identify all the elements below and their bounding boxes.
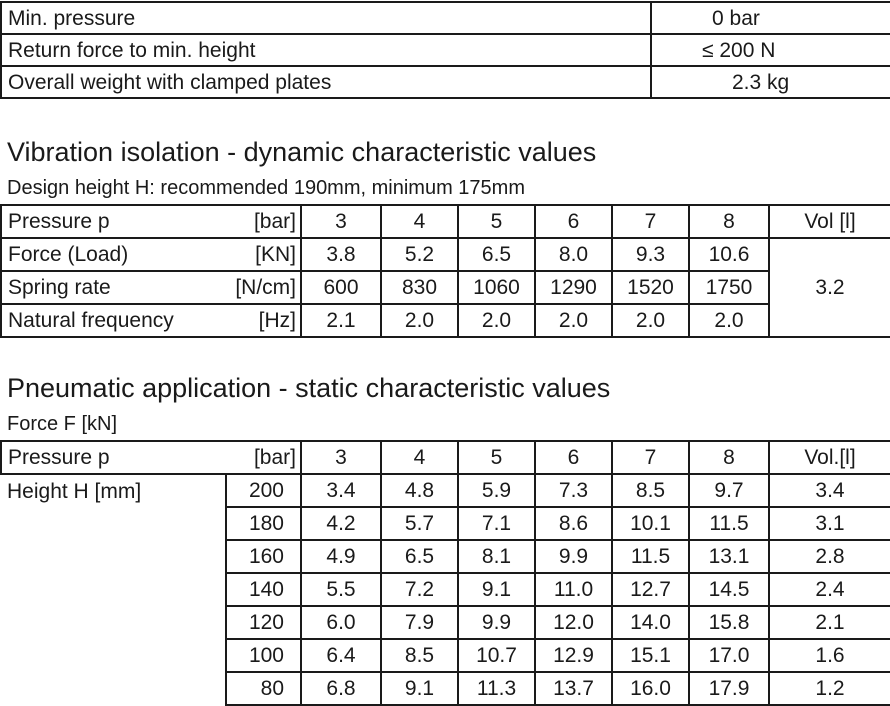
table-cell: 16.0	[612, 672, 689, 705]
table-cell: 4.8	[381, 474, 458, 507]
height-value: 180	[226, 507, 301, 540]
table-cell: 7.3	[535, 474, 612, 507]
table-cell: 6.5	[381, 540, 458, 573]
pressure-col: 8	[689, 205, 769, 238]
row-label: Spring rate	[1, 271, 226, 304]
table-cell: 7.1	[458, 507, 535, 540]
volume-value: 3.1	[769, 507, 890, 540]
pressure-unit: [bar]	[226, 205, 301, 238]
table-cell: 10.6	[689, 238, 769, 271]
height-label-blank	[1, 507, 226, 540]
height-label-blank	[1, 672, 226, 705]
table-cell: 12.9	[535, 639, 612, 672]
vibration-table	[0, 204, 890, 338]
table-cell: 2.0	[535, 304, 612, 337]
table-cell: 12.0	[535, 606, 612, 639]
table-cell: 3.8	[301, 238, 381, 271]
table-cell: 5.9	[458, 474, 535, 507]
table-cell: 9.7	[689, 474, 769, 507]
table-cell: 9.3	[612, 238, 689, 271]
spec-label: Overall weight with clamped plates	[1, 66, 651, 98]
row-label: Force (Load)	[1, 238, 226, 271]
pressure-col: 5	[458, 441, 535, 474]
spec-value: 0 bar	[651, 2, 890, 34]
pneumatic-section-title: Pneumatic application - static characteristic values	[7, 373, 611, 403]
volume-value: 3.2	[769, 238, 890, 337]
table-cell: 3.4	[301, 474, 381, 507]
table-cell: 11.5	[612, 540, 689, 573]
volume-value: 1.2	[769, 672, 890, 705]
height-value: 140	[226, 573, 301, 606]
table-cell: 7.9	[381, 606, 458, 639]
table-cell: 2.0	[458, 304, 535, 337]
height-row	[1, 672, 890, 705]
pneumatic-table-body	[1, 441, 890, 705]
height-value: 200	[226, 474, 301, 507]
height-row	[1, 606, 890, 639]
table-cell: 830	[381, 271, 458, 304]
pressure-label: Pressure p	[1, 205, 226, 238]
pressure-col: 7	[612, 205, 689, 238]
height-value: 120	[226, 606, 301, 639]
table-cell: 12.7	[612, 573, 689, 606]
table-cell: 1290	[535, 271, 612, 304]
table-cell: 1750	[689, 271, 769, 304]
pressure-col: 7	[612, 441, 689, 474]
height-label-blank	[1, 540, 226, 573]
height-value: 160	[226, 540, 301, 573]
table-cell: 2.1	[301, 304, 381, 337]
vibration-header-row	[1, 205, 890, 238]
table-cell: 2.0	[381, 304, 458, 337]
table-cell: 14.0	[612, 606, 689, 639]
vibration-table-body	[1, 205, 890, 337]
row-unit: [Hz]	[226, 304, 301, 337]
table-cell: 8.1	[458, 540, 535, 573]
table-cell: 6.0	[301, 606, 381, 639]
row-label: Natural frequency	[1, 304, 226, 337]
table-cell: 8.6	[535, 507, 612, 540]
spec-value: 2.3 kg	[651, 66, 890, 98]
table-cell: 1060	[458, 271, 535, 304]
table-cell: 6.8	[301, 672, 381, 705]
table-cell: 9.1	[381, 672, 458, 705]
height-value: 100	[226, 639, 301, 672]
row-unit: [KN]	[226, 238, 301, 271]
pressure-col: 3	[301, 205, 381, 238]
table-cell: 1520	[612, 271, 689, 304]
height-value: 80	[226, 672, 301, 705]
pressure-label: Pressure p	[1, 441, 226, 474]
vibration-section-subtitle: Design height H: recommended 190mm, minimum 175mm	[7, 177, 525, 199]
table-cell: 2.0	[689, 304, 769, 337]
volume-header: Vol [l]	[769, 205, 890, 238]
table-cell: 9.1	[458, 573, 535, 606]
height-label-blank	[1, 639, 226, 672]
height-label: Height H [mm]	[1, 474, 226, 507]
table-cell: 11.5	[689, 507, 769, 540]
volume-value: 2.4	[769, 573, 890, 606]
pressure-col: 6	[535, 205, 612, 238]
pressure-col: 6	[535, 441, 612, 474]
table-cell: 9.9	[535, 540, 612, 573]
table-cell: 8.0	[535, 238, 612, 271]
vibration-row	[1, 304, 890, 337]
spec-value: ≤ 200 N	[651, 34, 890, 66]
table-cell: 8.5	[381, 639, 458, 672]
table-cell: 9.9	[458, 606, 535, 639]
table-cell: 15.8	[689, 606, 769, 639]
pressure-col: 3	[301, 441, 381, 474]
spec-row	[1, 34, 890, 66]
table-cell: 17.0	[689, 639, 769, 672]
table-cell: 8.5	[612, 474, 689, 507]
spec-label: Return force to min. height	[1, 34, 651, 66]
spec-label: Min. pressure	[1, 2, 651, 34]
spec-table-body	[1, 2, 890, 98]
height-label-blank	[1, 573, 226, 606]
table-cell: 11.0	[535, 573, 612, 606]
vibration-row	[1, 271, 890, 304]
volume-value: 2.8	[769, 540, 890, 573]
height-row	[1, 639, 890, 672]
pressure-col: 8	[689, 441, 769, 474]
table-cell: 14.5	[689, 573, 769, 606]
table-cell: 13.7	[535, 672, 612, 705]
height-label-blank	[1, 606, 226, 639]
spec-row	[1, 66, 890, 98]
pressure-col: 4	[381, 205, 458, 238]
table-cell: 7.2	[381, 573, 458, 606]
spec-row	[1, 2, 890, 34]
table-cell: 600	[301, 271, 381, 304]
pneumatic-header-row	[1, 441, 890, 474]
table-cell: 5.7	[381, 507, 458, 540]
height-row	[1, 507, 890, 540]
pressure-col: 5	[458, 205, 535, 238]
pressure-col: 4	[381, 441, 458, 474]
pressure-unit: [bar]	[226, 441, 301, 474]
spec-table	[0, 1, 890, 99]
height-row	[1, 573, 890, 606]
table-cell: 6.4	[301, 639, 381, 672]
table-cell: 2.0	[612, 304, 689, 337]
volume-value: 1.6	[769, 639, 890, 672]
table-cell: 11.3	[458, 672, 535, 705]
vibration-section-title: Vibration isolation - dynamic characteristic values	[7, 137, 597, 167]
table-cell: 10.1	[612, 507, 689, 540]
table-cell: 4.9	[301, 540, 381, 573]
volume-value: 3.4	[769, 474, 890, 507]
height-row	[1, 540, 890, 573]
table-cell: 17.9	[689, 672, 769, 705]
volume-value: 2.1	[769, 606, 890, 639]
table-cell: 15.1	[612, 639, 689, 672]
table-cell: 5.5	[301, 573, 381, 606]
table-cell: 13.1	[689, 540, 769, 573]
vibration-row	[1, 238, 890, 271]
table-cell: 10.7	[458, 639, 535, 672]
table-cell: 4.2	[301, 507, 381, 540]
pneumatic-table	[0, 440, 890, 706]
volume-header: Vol.[l]	[769, 441, 890, 474]
row-unit: [N/cm]	[226, 271, 301, 304]
height-row	[1, 474, 890, 507]
table-cell: 6.5	[458, 238, 535, 271]
pneumatic-section-subtitle: Force F [kN]	[7, 413, 118, 435]
table-cell: 5.2	[381, 238, 458, 271]
